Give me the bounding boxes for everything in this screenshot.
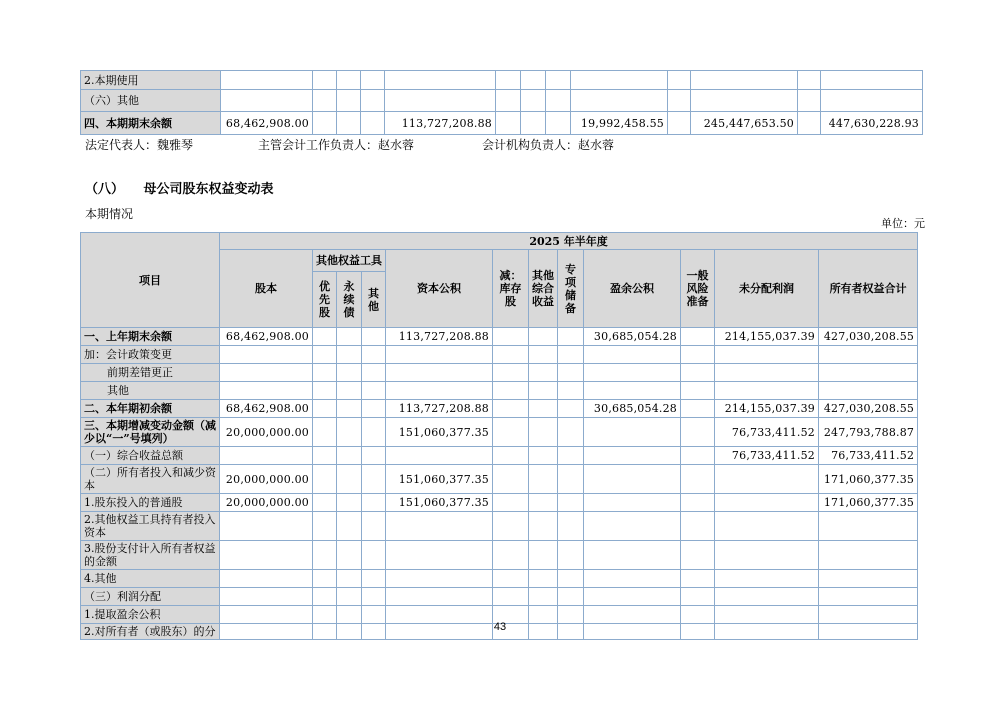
cell-value — [220, 541, 313, 570]
cell-value — [496, 112, 521, 135]
cell-value — [386, 588, 493, 606]
cell-value — [313, 494, 337, 512]
cell-value — [681, 512, 715, 541]
cell-value — [681, 588, 715, 606]
cell-value: 447,630,228.93 — [821, 112, 923, 135]
cell-value — [681, 570, 715, 588]
table-row — [81, 328, 918, 346]
cell-value — [313, 465, 337, 494]
row-label: 2.对所有者（或股东）的分 — [81, 624, 220, 640]
cell-value — [819, 588, 918, 606]
row-label: 一、上年期末余额 — [81, 328, 220, 346]
cell-value: 427,030,208.55 — [819, 400, 918, 418]
cell-value — [681, 465, 715, 494]
cell-value — [337, 112, 361, 135]
cell-value — [584, 418, 681, 447]
table-row — [81, 418, 918, 447]
cell-value — [362, 346, 386, 364]
col-header-preferred-shares: 优先股 — [313, 272, 337, 328]
cell-value — [584, 512, 681, 541]
cell-value — [819, 382, 918, 400]
cell-value — [571, 71, 668, 90]
cell-value — [584, 494, 681, 512]
cell-value — [493, 447, 529, 465]
cell-value: 113,727,208.88 — [385, 112, 496, 135]
cell-value: 20,000,000.00 — [220, 418, 313, 447]
cell-value — [220, 588, 313, 606]
cell-value — [798, 90, 821, 112]
cell-value — [584, 382, 681, 400]
cell-value: 76,733,411.52 — [819, 447, 918, 465]
table-row — [81, 512, 918, 541]
cell-value — [496, 90, 521, 112]
cell-value — [819, 570, 918, 588]
cell-value — [337, 328, 362, 346]
cell-value — [715, 570, 819, 588]
cell-value — [558, 400, 584, 418]
table-row — [81, 71, 923, 90]
cell-value — [668, 112, 691, 135]
row-label: （三）利润分配 — [81, 588, 220, 606]
cell-value — [313, 588, 337, 606]
cell-value — [337, 541, 362, 570]
row-label: 二、本年期初余额 — [81, 400, 220, 418]
cell-value — [337, 494, 362, 512]
cell-value — [493, 465, 529, 494]
cell-value — [313, 346, 337, 364]
cell-value — [337, 570, 362, 588]
cell-value — [220, 346, 313, 364]
cell-value — [386, 512, 493, 541]
cell-value — [493, 346, 529, 364]
legal-representative-signature: 法定代表人：魏雅琴 — [85, 138, 194, 152]
unit-label: 单位：元 — [881, 217, 925, 230]
subsection-label: 本期情况 — [85, 207, 134, 221]
cell-value — [558, 494, 584, 512]
cell-value: 20,000,000.00 — [220, 494, 313, 512]
table-row — [81, 382, 918, 400]
row-label: 3.股份支付计入所有者权益的金额 — [81, 541, 220, 570]
cell-value — [584, 465, 681, 494]
cell-value — [337, 90, 361, 112]
col-header-other-comprehensive-income: 其他综合收益 — [529, 250, 558, 328]
cell-value — [521, 112, 546, 135]
cell-value — [529, 400, 558, 418]
cell-value: 427,030,208.55 — [819, 328, 918, 346]
cell-value — [558, 382, 584, 400]
cell-value: 30,685,054.28 — [584, 328, 681, 346]
row-label: 四、本期期末余额 — [81, 112, 221, 135]
cell-value — [558, 465, 584, 494]
cell-value — [681, 447, 715, 465]
cell-value — [558, 346, 584, 364]
cell-value — [521, 90, 546, 112]
cell-value — [715, 541, 819, 570]
table-row — [81, 447, 918, 465]
cell-value — [584, 541, 681, 570]
row-label: 加：会计政策变更 — [81, 346, 220, 364]
cell-value — [715, 346, 819, 364]
cell-value — [313, 418, 337, 447]
cell-value: 151,060,377.35 — [386, 494, 493, 512]
cell-value — [493, 541, 529, 570]
cell-value — [529, 328, 558, 346]
cell-value — [691, 71, 798, 90]
col-header-undistributed-profit: 未分配利润 — [715, 250, 819, 328]
cell-value: 20,000,000.00 — [220, 465, 313, 494]
cell-value — [362, 570, 386, 588]
cell-value: 30,685,054.28 — [584, 400, 681, 418]
cell-value — [220, 570, 313, 588]
cell-value — [337, 400, 362, 418]
cell-value — [362, 588, 386, 606]
cell-value — [529, 541, 558, 570]
row-label: 4.其他 — [81, 570, 220, 588]
cell-value — [571, 90, 668, 112]
cell-value — [386, 447, 493, 465]
cell-value — [362, 382, 386, 400]
cell-value — [529, 382, 558, 400]
row-label: 前期差错更正 — [81, 364, 220, 382]
cell-value — [819, 512, 918, 541]
cell-value — [361, 112, 385, 135]
cell-value — [715, 382, 819, 400]
cell-value — [821, 90, 923, 112]
cell-value: 76,733,411.52 — [715, 447, 819, 465]
cell-value — [493, 328, 529, 346]
cell-value: 68,462,908.00 — [220, 400, 313, 418]
row-label: （一）综合收益总额 — [81, 447, 220, 465]
cell-value — [546, 90, 571, 112]
cell-value — [362, 447, 386, 465]
cell-value — [361, 71, 385, 90]
cell-value — [681, 494, 715, 512]
cell-value: 113,727,208.88 — [386, 328, 493, 346]
cell-value — [337, 588, 362, 606]
cell-value: 214,155,037.39 — [715, 400, 819, 418]
cell-value — [681, 346, 715, 364]
cell-value — [529, 346, 558, 364]
cell-value: 19,992,458.55 — [571, 112, 668, 135]
cell-value — [493, 400, 529, 418]
cell-value — [668, 71, 691, 90]
cell-value — [337, 512, 362, 541]
cell-value — [337, 364, 362, 382]
cell-value — [313, 541, 337, 570]
cell-value — [668, 90, 691, 112]
col-header-less-treasury-stock: 减：库存股 — [493, 250, 529, 328]
cell-value — [558, 512, 584, 541]
accounting-office-head-signature: 会计机构负责人：赵水蓉 — [482, 138, 615, 152]
cell-value — [558, 541, 584, 570]
cell-value — [546, 71, 571, 90]
cell-value — [584, 364, 681, 382]
cell-value — [362, 465, 386, 494]
cell-value — [386, 541, 493, 570]
col-header-other-equity-tools: 其他权益工具 — [313, 250, 386, 272]
cell-value: 113,727,208.88 — [386, 400, 493, 418]
cell-value — [558, 418, 584, 447]
cell-value — [313, 90, 337, 112]
cell-value — [493, 418, 529, 447]
cell-value — [798, 112, 821, 135]
cell-value — [715, 588, 819, 606]
cell-value — [584, 588, 681, 606]
prior-equity-table-continuation — [80, 70, 923, 135]
cell-value — [313, 71, 337, 90]
row-label: （二）所有者投入和减少资本 — [81, 465, 220, 494]
page-number: 43 — [493, 621, 507, 633]
cell-value — [337, 465, 362, 494]
parent-company-equity-change-table — [80, 232, 918, 640]
cell-value — [715, 364, 819, 382]
table-row — [81, 112, 923, 135]
cell-value — [715, 512, 819, 541]
cell-value: 171,060,377.35 — [819, 494, 918, 512]
cell-value — [681, 541, 715, 570]
table-row — [81, 494, 918, 512]
row-label: 三、本期增减变动金额（减少以“一”号填列） — [81, 418, 220, 447]
cell-value — [584, 570, 681, 588]
cell-value — [521, 71, 546, 90]
col-header-capital-reserve: 资本公积 — [386, 250, 493, 328]
cell-value — [385, 90, 496, 112]
cell-value — [493, 512, 529, 541]
cell-value — [496, 71, 521, 90]
cell-value — [558, 328, 584, 346]
cell-value — [821, 71, 923, 90]
cell-value — [558, 364, 584, 382]
cell-value — [819, 364, 918, 382]
cell-value — [558, 588, 584, 606]
cell-value — [313, 512, 337, 541]
cell-value — [715, 494, 819, 512]
cell-value — [681, 382, 715, 400]
cell-value — [493, 494, 529, 512]
cell-value: 76,733,411.52 — [715, 418, 819, 447]
row-label: （六）其他 — [81, 90, 221, 112]
cell-value — [385, 71, 496, 90]
cell-value — [313, 328, 337, 346]
col-header-item: 项目 — [81, 233, 220, 328]
cell-value — [386, 382, 493, 400]
cell-value: 214,155,037.39 — [715, 328, 819, 346]
cell-value — [313, 447, 337, 465]
cell-value — [529, 364, 558, 382]
cell-value: 171,060,377.35 — [819, 465, 918, 494]
cell-value — [221, 71, 313, 90]
cell-value — [681, 364, 715, 382]
cell-value — [798, 71, 821, 90]
cell-value — [386, 570, 493, 588]
row-label: 2.其他权益工具持有者投入资本 — [81, 512, 220, 541]
cell-value — [529, 418, 558, 447]
cell-value — [529, 447, 558, 465]
cell-value — [819, 541, 918, 570]
cell-value — [493, 382, 529, 400]
row-label: 1.股东投入的普通股 — [81, 494, 220, 512]
row-label: 1.提取盈余公积 — [81, 606, 220, 624]
table-row — [81, 570, 918, 588]
table-row — [81, 90, 923, 112]
cell-value — [362, 494, 386, 512]
cell-value — [386, 346, 493, 364]
cell-value — [221, 90, 313, 112]
cell-value — [558, 570, 584, 588]
col-header-owners-equity-total: 所有者权益合计 — [819, 250, 918, 328]
cell-value — [529, 588, 558, 606]
cell-value — [529, 512, 558, 541]
cell-value — [529, 494, 558, 512]
cell-value: 68,462,908.00 — [221, 112, 313, 135]
cell-value — [362, 328, 386, 346]
cell-value: 247,793,788.87 — [819, 418, 918, 447]
cell-value — [220, 447, 313, 465]
cell-value — [313, 382, 337, 400]
cell-value — [819, 346, 918, 364]
cell-value — [546, 112, 571, 135]
cell-value — [715, 465, 819, 494]
cell-value — [313, 112, 337, 135]
chief-accountant-signature: 主管会计工作负责人：赵水蓉 — [258, 138, 415, 152]
cell-value — [362, 418, 386, 447]
table-row — [81, 346, 918, 364]
table-row — [81, 364, 918, 382]
table-row — [81, 400, 918, 418]
cell-value — [362, 400, 386, 418]
col-header-special-reserve: 专项储备 — [558, 250, 584, 328]
cell-value — [529, 465, 558, 494]
cell-value — [362, 541, 386, 570]
cell-value — [220, 512, 313, 541]
cell-value — [337, 418, 362, 447]
cell-value — [313, 570, 337, 588]
table-row — [81, 465, 918, 494]
cell-value: 68,462,908.00 — [220, 328, 313, 346]
cell-value — [313, 400, 337, 418]
period-header: 2025 年半年度 — [220, 233, 918, 250]
cell-value — [681, 400, 715, 418]
cell-value — [220, 382, 313, 400]
col-header-share-capital: 股本 — [220, 250, 313, 328]
cell-value — [386, 364, 493, 382]
row-label: 2.本期使用 — [81, 71, 221, 90]
col-header-surplus-reserve: 盈余公积 — [584, 250, 681, 328]
cell-value — [529, 570, 558, 588]
cell-value — [337, 71, 361, 90]
cell-value — [493, 364, 529, 382]
cell-value — [584, 346, 681, 364]
cell-value — [337, 346, 362, 364]
cell-value — [362, 364, 386, 382]
cell-value — [493, 588, 529, 606]
col-header-perpetual-bonds: 永续债 — [337, 272, 362, 328]
table-row — [81, 588, 918, 606]
cell-value: 245,447,653.50 — [691, 112, 798, 135]
col-header-general-risk-reserve: 一般风险准备 — [681, 250, 715, 328]
cell-value — [558, 447, 584, 465]
cell-value — [361, 90, 385, 112]
cell-value — [220, 364, 313, 382]
cell-value — [691, 90, 798, 112]
cell-value — [493, 570, 529, 588]
cell-value — [362, 512, 386, 541]
cell-value — [584, 447, 681, 465]
cell-value — [337, 382, 362, 400]
cell-value — [681, 418, 715, 447]
table-row — [81, 541, 918, 570]
cell-value: 151,060,377.35 — [386, 418, 493, 447]
row-label: 其他 — [81, 382, 220, 400]
cell-value: 151,060,377.35 — [386, 465, 493, 494]
cell-value — [313, 364, 337, 382]
cell-value — [337, 447, 362, 465]
col-header-other-tools: 其他 — [362, 272, 386, 328]
cell-value — [681, 328, 715, 346]
section-title: （八） 母公司股东权益变动表 — [85, 182, 274, 197]
